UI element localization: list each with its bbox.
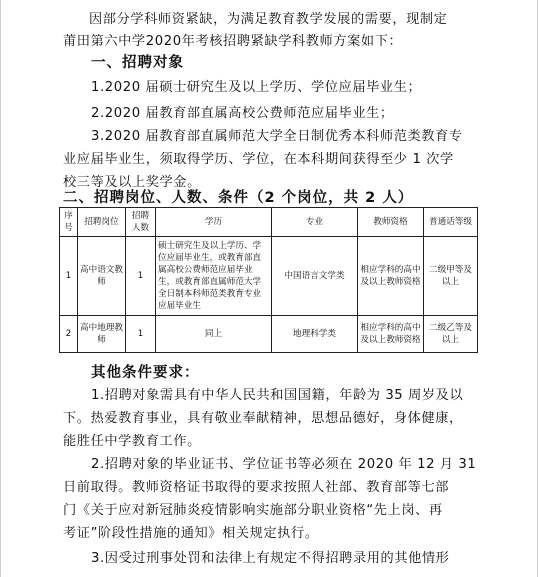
cell-count: 1 (126, 237, 156, 316)
table-row (60, 316, 478, 353)
cell-post: 高中地理教师 (78, 316, 126, 353)
table-header-row (60, 208, 478, 237)
header-major: 专业 (272, 208, 358, 237)
other-item-2-line-3: 门《关于应对新冠肺炎疫情影响实施部分职业资格“先上岗、再 (63, 503, 443, 518)
header-no: 序号 (60, 208, 78, 237)
header-post: 招聘岗位 (78, 208, 126, 237)
cell-post: 高中语文教师 (78, 237, 126, 316)
cell-count: 1 (126, 316, 156, 353)
cell-education: 硕士研究生及以上学历、学位应届毕业生，或教育部直属高校公费师范应届毕业生，或教育部直属师范大学全日制本科师范类教育专业应届毕业生 (156, 237, 272, 316)
recruitment-table (59, 207, 478, 353)
section1-item-3-line-3: 校三等及以上奖学金。 (63, 175, 201, 190)
intro-line-1: 因部分学科师资紧缺，为满足教育教学发展的需要，现制定 (89, 12, 448, 27)
cell-major: 地理科学类 (272, 316, 358, 353)
cell-qualification: 相应学科的高中及以上教师资格 (358, 237, 424, 316)
cell-qualification: 相应学科的高中及以上教师资格 (358, 316, 424, 353)
cell-mandarin: 二级乙等及以上 (424, 316, 478, 353)
cell-no: 1 (60, 237, 78, 316)
header-qualification: 教师资格 (358, 208, 424, 237)
cell-education: 同上 (156, 316, 272, 353)
section1-item-2: 2.2020 届教育部直属高校公费师范应届毕业生； (91, 106, 394, 121)
cell-major: 中国语言文学类 (272, 237, 358, 316)
intro-line-2: 莆田第六中学2020年考核招聘紧缺学科教师方案如下： (63, 34, 403, 49)
other-item-1-line-2: 下。热爱教育事业，具有敬业奉献精神，思想品德好，身体健康， (63, 411, 463, 426)
other-item-2-line-4: 考证”阶段性措施的通知》相关规定执行。 (63, 526, 319, 541)
section1-item-1: 1.2020 届硕士研究生及以上学历、学位应届毕业生； (91, 80, 422, 95)
other-item-3-line-1: 3.因受过刑事处罚和法律上有规定不得招聘录用的其他情形 (91, 551, 450, 566)
header-education: 学历 (156, 208, 272, 237)
section1-item-3-line-2: 业应届毕业生，须取得学历、学位，在本科期间获得至少 1 次学 (63, 152, 454, 167)
other-item-2-line-1: 2.招聘对象的毕业证书、学位证书等必须在 2020 年 12 月 31 (91, 457, 477, 472)
section2-heading: 二、招聘岗位、人数、条件（2 个岗位，共 2 人） (63, 190, 414, 206)
other-item-1-line-3: 能胜任中学教育工作。 (63, 434, 201, 449)
other-item-1-line-1: 1.招聘对象需具有中华人民共和国国籍，年龄为 35 周岁及以 (91, 388, 464, 403)
other-heading: 其他条件要求： (91, 365, 200, 381)
header-count: 招聘人数 (126, 208, 156, 237)
cell-mandarin: 二级甲等及以上 (424, 237, 478, 316)
header-mandarin: 普通话等级 (424, 208, 478, 237)
cell-no: 2 (60, 316, 78, 353)
section1-heading: 一、招聘对象 (91, 55, 184, 71)
table-row (60, 237, 478, 316)
other-item-2-line-2: 日前取得。教师资格证书取得的要求按照人社部、教育部等七部 (63, 480, 450, 495)
section1-item-3-line-1: 3.2020 届教育部直属师范大学全日制优秀本科师范类教育专 (91, 129, 463, 144)
